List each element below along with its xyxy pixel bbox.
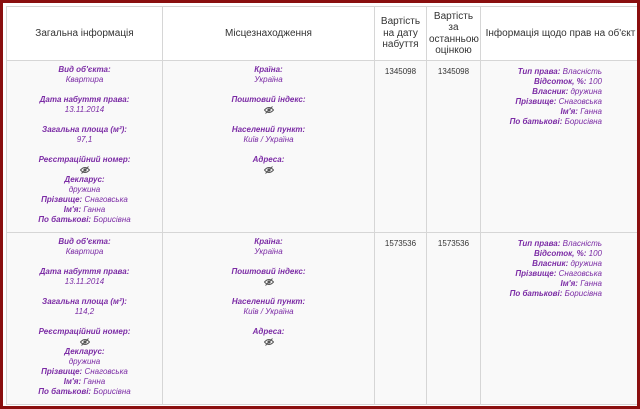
name-value: Ганна <box>580 107 602 116</box>
owner-value: дружина <box>570 87 602 96</box>
surname-value: Снаговська <box>558 97 602 106</box>
eye-icon[interactable] <box>163 165 374 175</box>
location-cell <box>163 61 375 233</box>
address-label: Адреса: <box>252 327 285 336</box>
name-value: Ганна <box>83 377 106 386</box>
share-value: 100 <box>588 249 602 258</box>
table-row <box>7 233 640 405</box>
header-cost-acquired: Вартість на дату набуття <box>375 7 427 61</box>
patronymic-value: Борисівна <box>93 387 131 396</box>
date-value: 13.11.2014 <box>64 277 105 286</box>
patronymic-value: Борисівна <box>564 289 602 298</box>
area-value: 114,2 <box>74 307 95 316</box>
right-type-label: Тип права: <box>517 239 561 248</box>
patronymic-label: По батькові: <box>509 289 563 298</box>
type-label: Вид об'єкта: <box>58 65 111 74</box>
locality-value: Київ / Україна <box>243 307 294 316</box>
owner-label: Власник: <box>532 87 569 96</box>
cost-acquired-value: 1573536 <box>384 239 417 248</box>
surname-label: Прізвище: <box>41 367 83 376</box>
country-label: Країна: <box>254 237 283 246</box>
patronymic-label: По батькові: <box>38 215 92 224</box>
country-label: Країна: <box>254 65 283 74</box>
eye-icon[interactable] <box>163 337 374 347</box>
name-label: Ім'я: <box>63 205 82 214</box>
cost-latest-cell <box>427 233 481 405</box>
name-value: Ганна <box>580 279 602 288</box>
eye-icon[interactable] <box>7 337 162 347</box>
general-cell <box>7 233 163 405</box>
eye-icon[interactable] <box>7 165 162 175</box>
declarant-label: Декларус: <box>64 175 105 184</box>
name-value: Ганна <box>83 205 106 214</box>
header-general: Загальна інформація <box>7 7 163 61</box>
type-label: Вид об'єкта: <box>58 237 111 246</box>
date-value: 13.11.2014 <box>64 105 105 114</box>
eye-icon[interactable] <box>163 105 374 115</box>
country-value: Україна <box>254 75 283 84</box>
table-row <box>7 61 640 233</box>
area-label: Загальна площа (м²): <box>42 297 127 306</box>
cost-acquired-value: 1345098 <box>384 67 417 76</box>
type-value: Квартира <box>65 247 104 256</box>
postal-label: Поштовий індекс: <box>231 95 306 104</box>
patronymic-value: Борисівна <box>564 117 602 126</box>
header-cost-latest: Вартість за останньою оцінкою <box>427 7 481 61</box>
locality-value: Київ / Україна <box>243 135 294 144</box>
location-cell <box>163 233 375 405</box>
share-label: Відсоток, %: <box>533 77 587 86</box>
declarant-value: дружина <box>68 357 101 366</box>
cost-latest-value: 1345098 <box>437 67 470 76</box>
address-label: Адреса: <box>252 155 285 164</box>
declarant-value: дружина <box>68 185 101 194</box>
surname-label: Прізвище: <box>515 97 557 106</box>
cost-acquired-cell <box>375 233 427 405</box>
country-value: Україна <box>254 247 283 256</box>
declarant-label: Декларус: <box>64 347 105 356</box>
reg-number-label: Реєстраційний номер: <box>38 155 131 164</box>
name-label: Ім'я: <box>560 107 578 116</box>
header-location: Місцезнаходження <box>163 7 375 61</box>
locality-label: Населений пункт: <box>231 125 306 134</box>
right-type-label: Тип права: <box>517 67 561 76</box>
general-cell <box>7 61 163 233</box>
cost-acquired-cell <box>375 61 427 233</box>
share-label: Відсоток, %: <box>533 249 587 258</box>
header-rights: Інформація щодо прав на об'єкт <box>481 7 640 61</box>
patronymic-label: По батькові: <box>509 117 563 126</box>
patronymic-label: По батькові: <box>38 387 92 396</box>
owner-value: дружина <box>570 259 602 268</box>
rights-cell <box>481 233 640 405</box>
date-label: Дата набуття права: <box>39 95 130 104</box>
surname-label: Прізвище: <box>515 269 557 278</box>
area-label: Загальна площа (м²): <box>42 125 127 134</box>
postal-label: Поштовий індекс: <box>231 267 306 276</box>
reg-number-label: Реєстраційний номер: <box>38 327 131 336</box>
surname-value: Снаговська <box>558 269 602 278</box>
right-type-value: Власність <box>562 67 602 76</box>
type-value: Квартира <box>65 75 104 84</box>
rights-cell <box>481 61 640 233</box>
surname-value: Снаговська <box>84 195 128 204</box>
name-label: Ім'я: <box>560 279 578 288</box>
cost-latest-cell <box>427 61 481 233</box>
name-label: Ім'я: <box>63 377 82 386</box>
patronymic-value: Борисівна <box>93 215 131 224</box>
share-value: 100 <box>588 77 602 86</box>
eye-icon[interactable] <box>163 277 374 287</box>
header-row <box>7 7 640 61</box>
surname-label: Прізвище: <box>41 195 83 204</box>
right-type-value: Власність <box>562 239 602 248</box>
cost-latest-value: 1573536 <box>437 239 470 248</box>
area-value: 97,1 <box>76 135 93 144</box>
owner-label: Власник: <box>532 259 569 268</box>
surname-value: Снаговська <box>84 367 128 376</box>
date-label: Дата набуття права: <box>39 267 130 276</box>
locality-label: Населений пункт: <box>231 297 306 306</box>
property-table <box>6 6 640 405</box>
